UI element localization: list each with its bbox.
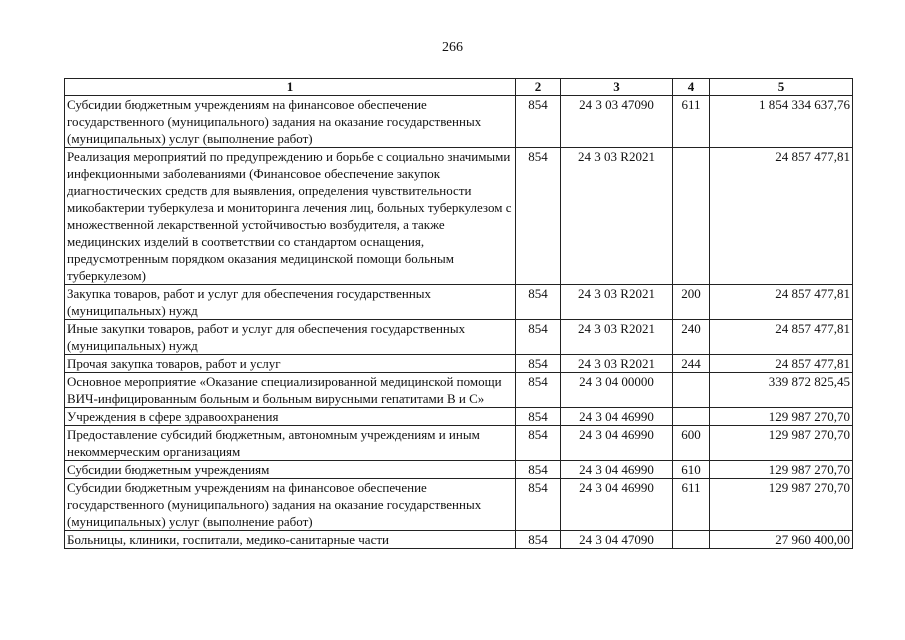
row-code-cell: 854 xyxy=(516,531,561,549)
row-name-cell: Предоставление субсидий бюджетным, автономным учреждениям и иным некоммерческим организациям xyxy=(65,426,516,461)
row-type-cell: 610 xyxy=(673,461,710,479)
row-name-cell: Основное мероприятие «Оказание специализированной медицинской помощи ВИЧ-инфицированным больным и больным вирусными гепатитами В и С» xyxy=(65,373,516,408)
table-row xyxy=(65,426,853,461)
row-type-cell: 611 xyxy=(673,96,710,148)
row-amount-cell: 129 987 270,70 xyxy=(710,461,853,479)
row-type-cell: 244 xyxy=(673,355,710,373)
row-name-cell: Больницы, клиники, госпитали, медико-санитарные части xyxy=(65,531,516,549)
header-col-4: 4 xyxy=(673,79,710,96)
table-row xyxy=(65,373,853,408)
row-amount-cell: 27 960 400,00 xyxy=(710,531,853,549)
row-code-cell: 854 xyxy=(516,320,561,355)
row-code-cell: 854 xyxy=(516,96,561,148)
row-amount-cell: 129 987 270,70 xyxy=(710,479,853,531)
row-name-cell: Реализация мероприятий по предупреждению и борьбе с социально значимыми инфекционными заболеваниями (Финансовое обеспечение закупок диагностических средств для выявления, определения чувствительности микобактерии туберкулеза и мониторинга лечения лиц, больных туберкулезом с множественной лекарственной устойчивостью возбудителя, а также медицинских изделий в соответствии со стандартом оснащения, предусмотренным порядком оказания медицинской помощи больным туберкулезом) xyxy=(65,148,516,285)
row-target-cell: 24 3 03 R2021 xyxy=(561,285,673,320)
header-col-1: 1 xyxy=(65,79,516,96)
row-code-cell: 854 xyxy=(516,373,561,408)
header-col-3: 3 xyxy=(561,79,673,96)
row-name-cell: Учреждения в сфере здравоохранения xyxy=(65,408,516,426)
table-row xyxy=(65,320,853,355)
header-col-2: 2 xyxy=(516,79,561,96)
row-type-cell xyxy=(673,531,710,549)
table-row xyxy=(65,355,853,373)
header-row xyxy=(65,79,853,96)
row-code-cell: 854 xyxy=(516,285,561,320)
row-type-cell xyxy=(673,408,710,426)
row-name-cell: Субсидии бюджетным учреждениям на финансовое обеспечение государственного (муниципального) задания на оказание государственных (муниципальных) услуг (выполнение работ) xyxy=(65,96,516,148)
row-code-cell: 854 xyxy=(516,355,561,373)
budget-table xyxy=(64,78,853,549)
row-target-cell: 24 3 03 R2021 xyxy=(561,148,673,285)
row-target-cell: 24 3 04 46990 xyxy=(561,426,673,461)
row-amount-cell: 24 857 477,81 xyxy=(710,355,853,373)
row-amount-cell: 339 872 825,45 xyxy=(710,373,853,408)
row-amount-cell: 1 854 334 637,76 xyxy=(710,96,853,148)
row-name-cell: Иные закупки товаров, работ и услуг для обеспечения государственных (муниципальных) нужд xyxy=(65,320,516,355)
row-type-cell xyxy=(673,148,710,285)
row-type-cell: 600 xyxy=(673,426,710,461)
row-code-cell: 854 xyxy=(516,426,561,461)
header-col-5: 5 xyxy=(710,79,853,96)
table-row xyxy=(65,461,853,479)
row-type-cell: 611 xyxy=(673,479,710,531)
row-code-cell: 854 xyxy=(516,479,561,531)
row-name-cell: Субсидии бюджетным учреждениям xyxy=(65,461,516,479)
table-row xyxy=(65,408,853,426)
row-target-cell: 24 3 03 R2021 xyxy=(561,320,673,355)
row-code-cell: 854 xyxy=(516,461,561,479)
row-code-cell: 854 xyxy=(516,148,561,285)
row-type-cell: 200 xyxy=(673,285,710,320)
table-row xyxy=(65,479,853,531)
row-target-cell: 24 3 04 46990 xyxy=(561,461,673,479)
row-name-cell: Закупка товаров, работ и услуг для обеспечения государственных (муниципальных) нужд xyxy=(65,285,516,320)
row-target-cell: 24 3 03 R2021 xyxy=(561,355,673,373)
table-row xyxy=(65,285,853,320)
page-number: 266 xyxy=(442,40,463,55)
row-amount-cell: 24 857 477,81 xyxy=(710,320,853,355)
row-target-cell: 24 3 04 46990 xyxy=(561,408,673,426)
row-amount-cell: 24 857 477,81 xyxy=(710,285,853,320)
row-code-cell: 854 xyxy=(516,408,561,426)
row-target-cell: 24 3 04 00000 xyxy=(561,373,673,408)
row-name-cell: Субсидии бюджетным учреждениям на финансовое обеспечение государственного (муниципального) задания на оказание государственных (муниципальных) услуг (выполнение работ) xyxy=(65,479,516,531)
table-row xyxy=(65,96,853,148)
row-type-cell: 240 xyxy=(673,320,710,355)
row-target-cell: 24 3 04 47090 xyxy=(561,531,673,549)
row-target-cell: 24 3 03 47090 xyxy=(561,96,673,148)
row-type-cell xyxy=(673,373,710,408)
row-amount-cell: 24 857 477,81 xyxy=(710,148,853,285)
row-amount-cell: 129 987 270,70 xyxy=(710,426,853,461)
row-amount-cell: 129 987 270,70 xyxy=(710,408,853,426)
row-name-cell: Прочая закупка товаров, работ и услуг xyxy=(65,355,516,373)
table-row xyxy=(65,531,853,549)
table-row xyxy=(65,148,853,285)
row-target-cell: 24 3 04 46990 xyxy=(561,479,673,531)
